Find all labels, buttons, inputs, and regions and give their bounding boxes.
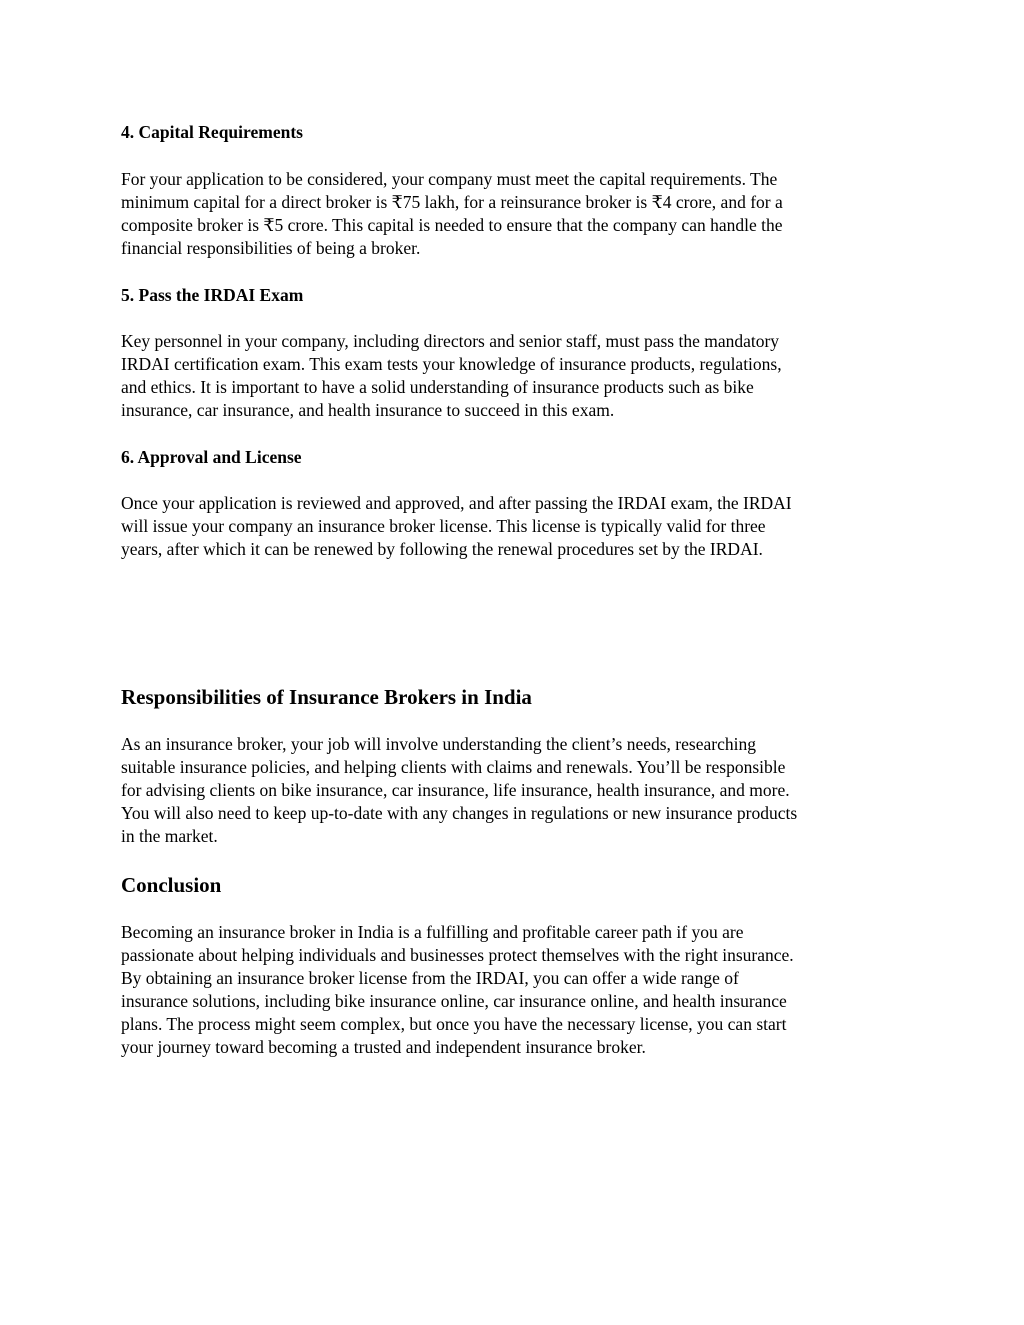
irdai-exam-paragraph (121, 330, 911, 422)
conclusion-heading: Conclusion (121, 873, 222, 897)
conclusion-paragraph (121, 921, 911, 1059)
paragraph-line: and ethics. It is important to have a solid understanding of insurance products such as bike (121, 377, 754, 397)
paragraph-line: For your application to be considered, your company must meet the capital requirements. The (121, 169, 778, 189)
paragraph-line: your journey toward becoming a trusted and independent insurance broker. (121, 1037, 646, 1057)
paragraph-line: insurance solutions, including bike insurance online, car insurance online, and health insurance (121, 991, 787, 1011)
paragraph-line: passionate about helping individuals and businesses protect themselves with the right insurance. (121, 945, 794, 965)
paragraph-line: years, after which it can be renewed by following the renewal procedures set by the IRDAI. (121, 539, 763, 559)
paragraph-line: financial responsibilities of being a broker. (121, 238, 421, 258)
responsibilities-paragraph (121, 733, 911, 848)
paragraph-line: Key personnel in your company, including directors and senior staff, must pass the mandatory (121, 331, 780, 351)
paragraph-line: for advising clients on bike insurance, car insurance, life insurance, health insurance, and more. (121, 780, 790, 800)
capital-requirements-paragraph (121, 168, 911, 260)
paragraph-line: suitable insurance policies, and helping clients with claims and renewals. You’ll be responsible (121, 757, 786, 777)
paragraph-line: IRDAI certification exam. This exam tests your knowledge of insurance products, regulations, (121, 354, 782, 374)
paragraph-line: in the market. (121, 826, 218, 846)
paragraph-line: Once your application is reviewed and approved, and after passing the IRDAI exam, the IRDAI (121, 493, 792, 513)
paragraph-line: As an insurance broker, your job will involve understanding the client’s needs, researching (121, 734, 756, 754)
approval-license-paragraph (121, 492, 911, 561)
paragraph-line: You will also need to keep up-to-date with any changes in regulations or new insurance products (121, 803, 798, 823)
responsibilities-heading: Responsibilities of Insurance Brokers in India (121, 685, 532, 709)
paragraph-line: By obtaining an insurance broker license from the IRDAI, you can offer a wide range of (121, 968, 739, 988)
paragraph-line: minimum capital for a direct broker is ₹75 lakh, for a reinsurance broker is ₹4 crore, and for a (121, 192, 783, 212)
paragraph-line: composite broker is ₹5 crore. This capital is needed to ensure that the company can handle the (121, 215, 783, 235)
paragraph-line: insurance, car insurance, and health insurance to succeed in this exam. (121, 400, 615, 420)
paragraph-line: will issue your company an insurance broker license. This license is typically valid for three (121, 516, 766, 536)
paragraph-line: plans. The process might seem complex, but once you have the necessary license, you can start (121, 1014, 787, 1034)
paragraph-line: Becoming an insurance broker in India is a fulfilling and profitable career path if you are (121, 922, 744, 942)
approval-license-heading: 6. Approval and License (121, 447, 302, 467)
capital-requirements-heading: 4. Capital Requirements (121, 122, 303, 142)
irdai-exam-heading: 5. Pass the IRDAI Exam (121, 285, 304, 305)
